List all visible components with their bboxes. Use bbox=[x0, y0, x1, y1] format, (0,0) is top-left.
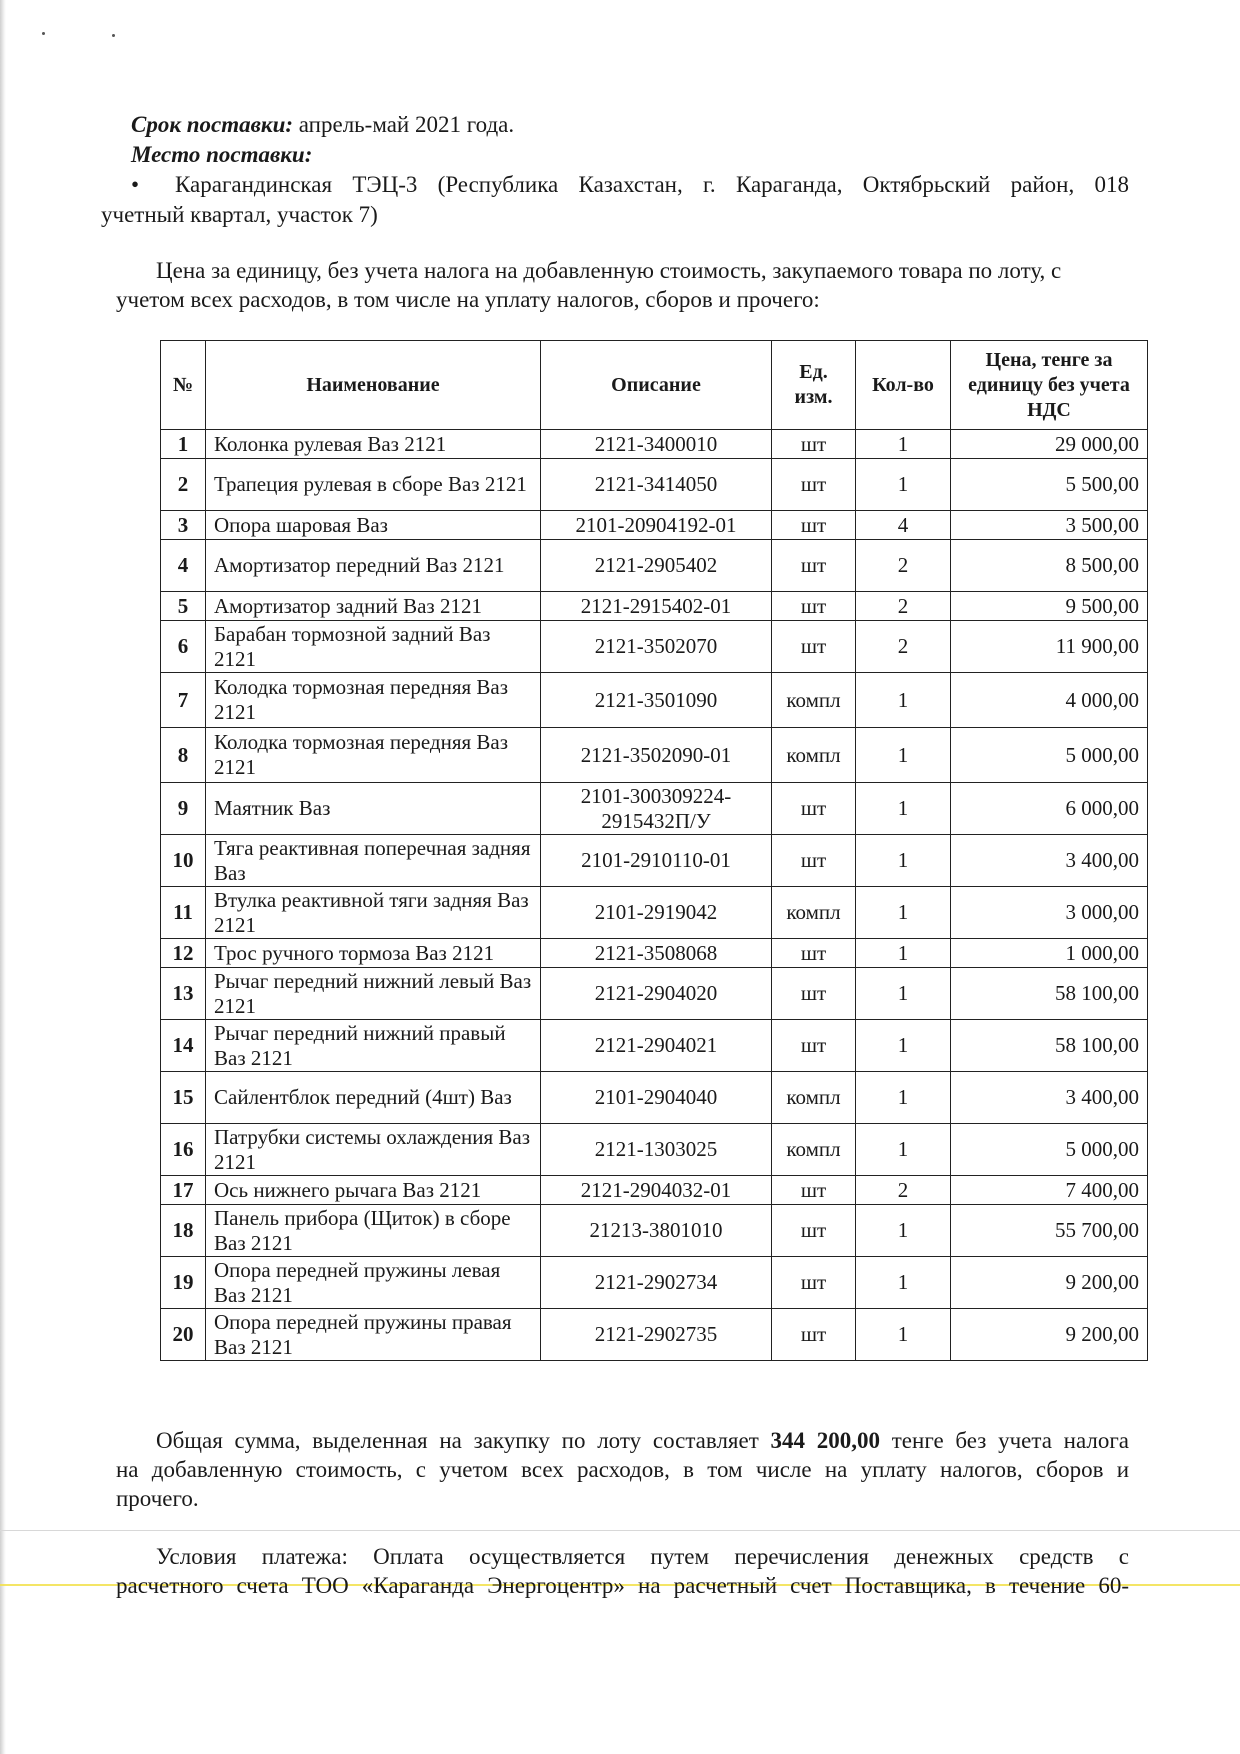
row-code: 2121-2904021 bbox=[541, 1020, 772, 1072]
delivery-term-line bbox=[131, 110, 514, 140]
row-no: 20 bbox=[161, 1309, 206, 1361]
row-qty: 2 bbox=[856, 540, 951, 592]
row-code: 2121-2904020 bbox=[541, 968, 772, 1020]
row-price: 3 000,00 bbox=[951, 887, 1148, 939]
row-name: Патрубки системы охлаждения Ваз 2121 bbox=[206, 1124, 541, 1176]
table-row bbox=[161, 1124, 1148, 1176]
row-code: 2121-3414050 bbox=[541, 459, 772, 511]
row-code: 21213-3801010 bbox=[541, 1205, 772, 1257]
row-code: 2121-2902734 bbox=[541, 1257, 772, 1309]
row-qty: 1 bbox=[856, 1205, 951, 1257]
row-no: 6 bbox=[161, 621, 206, 673]
row-price: 8 500,00 bbox=[951, 540, 1148, 592]
table-row bbox=[161, 592, 1148, 621]
row-no: 11 bbox=[161, 887, 206, 939]
row-no: 18 bbox=[161, 1205, 206, 1257]
row-price: 58 100,00 bbox=[951, 1020, 1148, 1072]
delivery-place-line2: учетный квартал, участок 7) bbox=[101, 202, 378, 227]
row-name: Трос ручного тормоза Ваз 2121 bbox=[206, 939, 541, 968]
header-description: Описание bbox=[541, 341, 772, 430]
delivery-place-text: Карагандинская ТЭЦ-3 (Республика Казахстан, г. Караганда, Октябрьский район, 018 bbox=[175, 172, 1129, 197]
row-qty: 1 bbox=[856, 1124, 951, 1176]
items-table bbox=[160, 340, 1148, 1361]
delivery-term-value: апрель-май 2021 года. bbox=[293, 112, 515, 137]
row-unit: шт bbox=[772, 1309, 856, 1361]
row-unit: шт bbox=[772, 621, 856, 673]
row-unit: шт bbox=[772, 1257, 856, 1309]
row-code: 2121-2915402-01 bbox=[541, 592, 772, 621]
row-name: Колонка рулевая Ваз 2121 bbox=[206, 430, 541, 459]
row-unit: компл bbox=[772, 673, 856, 728]
row-unit: шт bbox=[772, 1176, 856, 1205]
total-text-start: Общая сумма, выделенная на закупку по лоту составляет bbox=[156, 1428, 771, 1453]
row-qty: 2 bbox=[856, 1176, 951, 1205]
table-row bbox=[161, 728, 1148, 783]
row-name: Панель прибора (Щиток) в сборе Ваз 2121 bbox=[206, 1205, 541, 1257]
row-no: 14 bbox=[161, 1020, 206, 1072]
row-price: 11 900,00 bbox=[951, 621, 1148, 673]
row-code: 2101-20904192-01 bbox=[541, 511, 772, 540]
row-no: 16 bbox=[161, 1124, 206, 1176]
row-price: 4 000,00 bbox=[951, 673, 1148, 728]
row-unit: компл bbox=[772, 887, 856, 939]
row-name: Тяга реактивная поперечная задняя Ваз bbox=[206, 835, 541, 887]
row-code: 2101-2919042 bbox=[541, 887, 772, 939]
row-code: 2101-2910110-01 bbox=[541, 835, 772, 887]
row-qty: 4 bbox=[856, 511, 951, 540]
delivery-place-label: Место поставки: bbox=[131, 142, 313, 167]
row-name: Рычаг передний нижний левый Ваз 2121 bbox=[206, 968, 541, 1020]
row-name: Сайлентблок передний (4шт) Ваз bbox=[206, 1072, 541, 1124]
row-name: Колодка тормозная передняя Ваз 2121 bbox=[206, 728, 541, 783]
header-name: Наименование bbox=[206, 341, 541, 430]
row-price: 5 500,00 bbox=[951, 459, 1148, 511]
row-name: Опора передней пружины правая Ваз 2121 bbox=[206, 1309, 541, 1361]
total-line3: прочего. bbox=[116, 1486, 199, 1511]
total-amount: 344 200,00 bbox=[770, 1428, 881, 1453]
row-name: Втулка реактивной тяги задняя Ваз 2121 bbox=[206, 887, 541, 939]
row-price: 5 000,00 bbox=[951, 728, 1148, 783]
row-name: Амортизатор передний Ваз 2121 bbox=[206, 540, 541, 592]
row-no: 7 bbox=[161, 673, 206, 728]
row-unit: шт bbox=[772, 430, 856, 459]
table-row bbox=[161, 783, 1148, 835]
row-unit: шт bbox=[772, 511, 856, 540]
delivery-place-line1 bbox=[131, 170, 1129, 200]
row-price: 55 700,00 bbox=[951, 1205, 1148, 1257]
table-row bbox=[161, 835, 1148, 887]
scan-divider bbox=[0, 1530, 1240, 1531]
row-unit: шт bbox=[772, 1020, 856, 1072]
row-unit: компл bbox=[772, 1072, 856, 1124]
bullet: • bbox=[131, 172, 140, 197]
row-price: 3 500,00 bbox=[951, 511, 1148, 540]
total-line1 bbox=[156, 1426, 1129, 1456]
row-qty: 1 bbox=[856, 1309, 951, 1361]
row-price: 3 400,00 bbox=[951, 835, 1148, 887]
row-unit: шт bbox=[772, 783, 856, 835]
row-code: 2121-2904032-01 bbox=[541, 1176, 772, 1205]
table-row bbox=[161, 968, 1148, 1020]
row-no: 13 bbox=[161, 968, 206, 1020]
table-header-row bbox=[161, 341, 1148, 430]
table-row bbox=[161, 621, 1148, 673]
row-qty: 1 bbox=[856, 1020, 951, 1072]
table-row bbox=[161, 459, 1148, 511]
row-no: 10 bbox=[161, 835, 206, 887]
row-code: 2121-3508068 bbox=[541, 939, 772, 968]
row-no: 4 bbox=[161, 540, 206, 592]
table-row bbox=[161, 511, 1148, 540]
row-qty: 1 bbox=[856, 430, 951, 459]
table-row bbox=[161, 1020, 1148, 1072]
total-line2: на добавленную стоимость, с учетом всех расходов, в том числе на уплату налогов, сборов и bbox=[116, 1457, 1129, 1482]
row-name: Маятник Ваз bbox=[206, 783, 541, 835]
row-unit: шт bbox=[772, 540, 856, 592]
row-code: 2101-300309224-2915432П/У bbox=[541, 783, 772, 835]
row-no: 17 bbox=[161, 1176, 206, 1205]
row-price: 58 100,00 bbox=[951, 968, 1148, 1020]
row-name: Амортизатор задний Ваз 2121 bbox=[206, 592, 541, 621]
header-price: Цена, тенге за единицу без учета НДС bbox=[951, 341, 1148, 430]
row-name: Рычаг передний нижний правый Ваз 2121 bbox=[206, 1020, 541, 1072]
row-price: 1 000,00 bbox=[951, 939, 1148, 968]
row-qty: 2 bbox=[856, 592, 951, 621]
payment-line2: расчетного счета ТОО «Караганда Энергоцентр» на расчетный счет Поставщика, в течение 60- bbox=[116, 1573, 1129, 1598]
row-qty: 1 bbox=[856, 728, 951, 783]
row-code: 2101-2904040 bbox=[541, 1072, 772, 1124]
row-qty: 1 bbox=[856, 673, 951, 728]
row-qty: 1 bbox=[856, 783, 951, 835]
row-price: 5 000,00 bbox=[951, 1124, 1148, 1176]
row-unit: шт bbox=[772, 968, 856, 1020]
row-no: 2 bbox=[161, 459, 206, 511]
row-unit: шт bbox=[772, 459, 856, 511]
table-row bbox=[161, 430, 1148, 459]
row-code: 2121-1303025 bbox=[541, 1124, 772, 1176]
row-price: 9 200,00 bbox=[951, 1257, 1148, 1309]
row-name: Опора передней пружины левая Ваз 2121 bbox=[206, 1257, 541, 1309]
row-price: 9 500,00 bbox=[951, 592, 1148, 621]
row-unit: шт bbox=[772, 835, 856, 887]
total-text-end: тенге без учета налога bbox=[880, 1428, 1130, 1453]
row-qty: 1 bbox=[856, 1257, 951, 1309]
table-row bbox=[161, 939, 1148, 968]
row-no: 1 bbox=[161, 430, 206, 459]
table-row bbox=[161, 1176, 1148, 1205]
row-no: 15 bbox=[161, 1072, 206, 1124]
table-row bbox=[161, 1309, 1148, 1361]
row-name: Опора шаровая Ваз bbox=[206, 511, 541, 540]
payment-line1: Условия платежа: Оплата осуществляется путем перечисления денежных средств с bbox=[156, 1544, 1129, 1569]
row-unit: компл bbox=[772, 728, 856, 783]
row-qty: 2 bbox=[856, 621, 951, 673]
row-code: 2121-2905402 bbox=[541, 540, 772, 592]
table-row bbox=[161, 1072, 1148, 1124]
delivery-term-label: Срок поставки: bbox=[131, 112, 294, 137]
row-name: Барабан тормозной задний Ваз 2121 bbox=[206, 621, 541, 673]
row-qty: 1 bbox=[856, 887, 951, 939]
row-code: 2121-3400010 bbox=[541, 430, 772, 459]
row-unit: шт bbox=[772, 1205, 856, 1257]
row-price: 3 400,00 bbox=[951, 1072, 1148, 1124]
row-unit: шт bbox=[772, 592, 856, 621]
table-row bbox=[161, 1205, 1148, 1257]
header-qty: Кол-во bbox=[856, 341, 951, 430]
row-name: Ось нижнего рычага Ваз 2121 bbox=[206, 1176, 541, 1205]
header-no: № bbox=[161, 341, 206, 430]
row-qty: 1 bbox=[856, 939, 951, 968]
row-price: 29 000,00 bbox=[951, 430, 1148, 459]
table-row bbox=[161, 673, 1148, 728]
row-unit: шт bbox=[772, 939, 856, 968]
row-code: 2121-3501090 bbox=[541, 673, 772, 728]
header-unit: Ед. изм. bbox=[772, 341, 856, 430]
row-code: 2121-3502090-01 bbox=[541, 728, 772, 783]
row-no: 3 bbox=[161, 511, 206, 540]
row-qty: 1 bbox=[856, 1072, 951, 1124]
row-qty: 1 bbox=[856, 968, 951, 1020]
row-price: 6 000,00 bbox=[951, 783, 1148, 835]
table-row bbox=[161, 887, 1148, 939]
row-no: 9 bbox=[161, 783, 206, 835]
row-name: Колодка тормозная передняя Ваз 2121 bbox=[206, 673, 541, 728]
row-no: 19 bbox=[161, 1257, 206, 1309]
price-intro-line1: Цена за единицу, без учета налога на добавленную стоимость, закупаемого товара по лоту, с bbox=[156, 258, 1062, 283]
row-price: 9 200,00 bbox=[951, 1309, 1148, 1361]
row-no: 12 bbox=[161, 939, 206, 968]
row-qty: 1 bbox=[856, 835, 951, 887]
row-qty: 1 bbox=[856, 459, 951, 511]
row-code: 2121-2902735 bbox=[541, 1309, 772, 1361]
row-no: 8 bbox=[161, 728, 206, 783]
row-code: 2121-3502070 bbox=[541, 621, 772, 673]
row-name: Трапеция рулевая в сборе Ваз 2121 bbox=[206, 459, 541, 511]
price-intro-line2: учетом всех расходов, в том числе на уплату налогов, сборов и прочего: bbox=[116, 287, 820, 312]
row-unit: компл bbox=[772, 1124, 856, 1176]
row-no: 5 bbox=[161, 592, 206, 621]
table-row bbox=[161, 1257, 1148, 1309]
row-price: 7 400,00 bbox=[951, 1176, 1148, 1205]
table-row bbox=[161, 540, 1148, 592]
